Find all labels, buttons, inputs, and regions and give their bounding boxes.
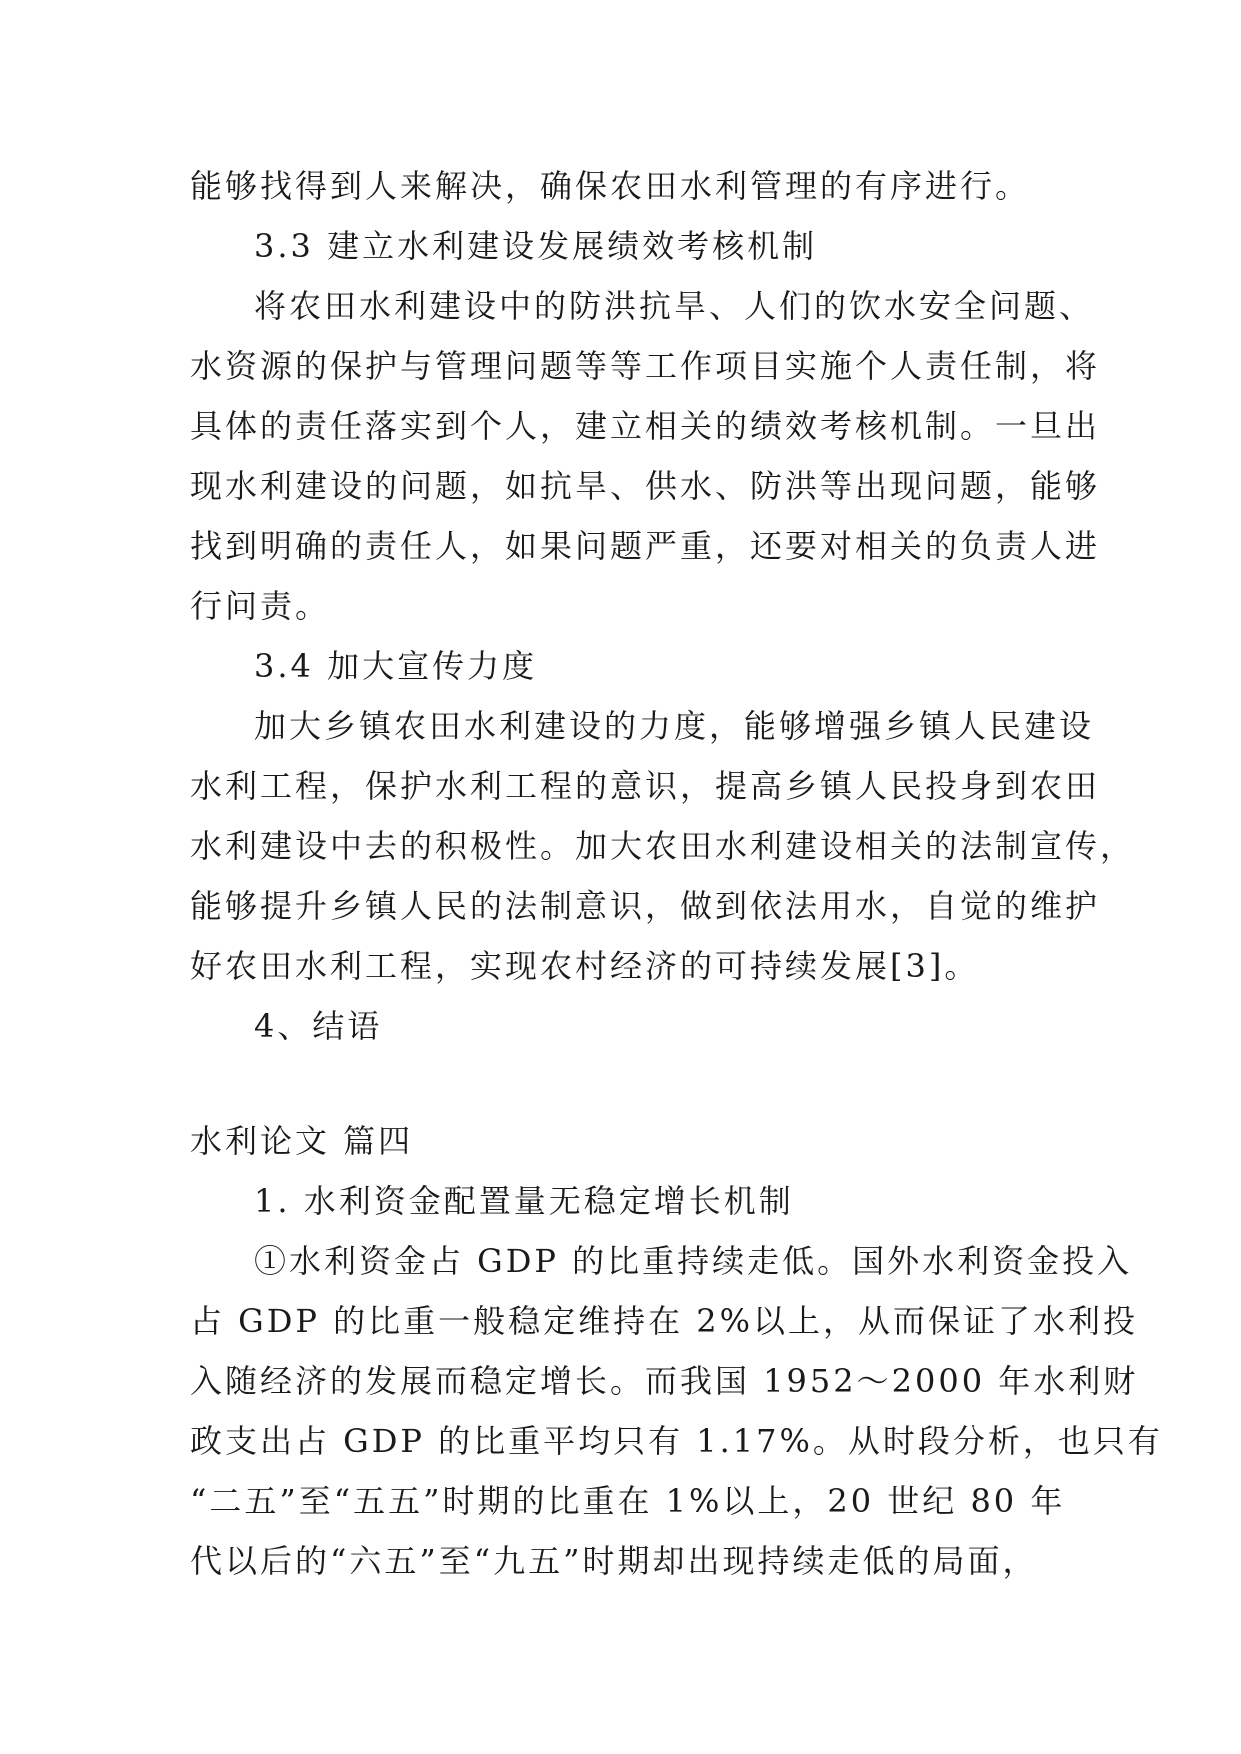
body-text-line: 加大乡镇农田水利建设的力度，能够增强乡镇人民建设 [254, 707, 1095, 745]
section-heading-3-4: 3.4 加大宣传力度 [254, 647, 538, 685]
body-text-line: 将农田水利建设中的防洪抗旱、人们的饮水安全问题、 [254, 287, 1095, 325]
body-text-line: ①水利资金占 GDP 的比重持续走低。国外水利资金投入 [254, 1242, 1133, 1280]
body-text-line: 能够找得到人来解决，确保农田水利管理的有序进行。 [190, 167, 1031, 205]
section-heading-4: 4、结语 [254, 1007, 383, 1045]
body-text-line: 行问责。 [190, 587, 331, 625]
body-text-line: 现水利建设的问题，如抗旱、供水、防洪等出现问题，能够 [190, 467, 1101, 505]
body-text-line: 具体的责任落实到个人，建立相关的绩效考核机制。一旦出 [190, 407, 1101, 445]
body-text-line: 好农田水利工程，实现农村经济的可持续发展[3]。 [190, 947, 980, 985]
section-heading-1: 1. 水利资金配置量无稳定增长机制 [254, 1182, 794, 1220]
article-title: 水利论文 篇四 [190, 1122, 414, 1160]
body-text-line: “二五”至“五五”时期的比重在 1%以上，20 世纪 80 年 [190, 1482, 1066, 1520]
section-heading-3-3: 3.3 建立水利建设发展绩效考核机制 [254, 227, 818, 265]
body-text-line: 找到明确的责任人，如果问题严重，还要对相关的负责人进 [190, 527, 1101, 565]
body-text-line: 代以后的“六五”至“九五”时期却出现持续走低的局面， [190, 1542, 1038, 1580]
body-text-line: 占 GDP 的比重一般稳定维持在 2%以上，从而保证了水利投 [190, 1302, 1139, 1340]
body-text-line: 能够提升乡镇人民的法制意识，做到依法用水，自觉的维护 [190, 887, 1101, 925]
body-text-line: 入随经济的发展而稳定增长。而我国 1952～2000 年水利财 [190, 1362, 1139, 1400]
body-text-line: 水利工程，保护水利工程的意识，提高乡镇人民投身到农田 [190, 767, 1101, 805]
body-text-line: 水利建设中去的积极性。加大农田水利建设相关的法制宣传， [190, 827, 1136, 865]
body-text-line: 水资源的保护与管理问题等等工作项目实施个人责任制，将 [190, 347, 1101, 385]
body-text-line: 政支出占 GDP 的比重平均只有 1.17%。从时段分析，也只有 [190, 1422, 1163, 1460]
